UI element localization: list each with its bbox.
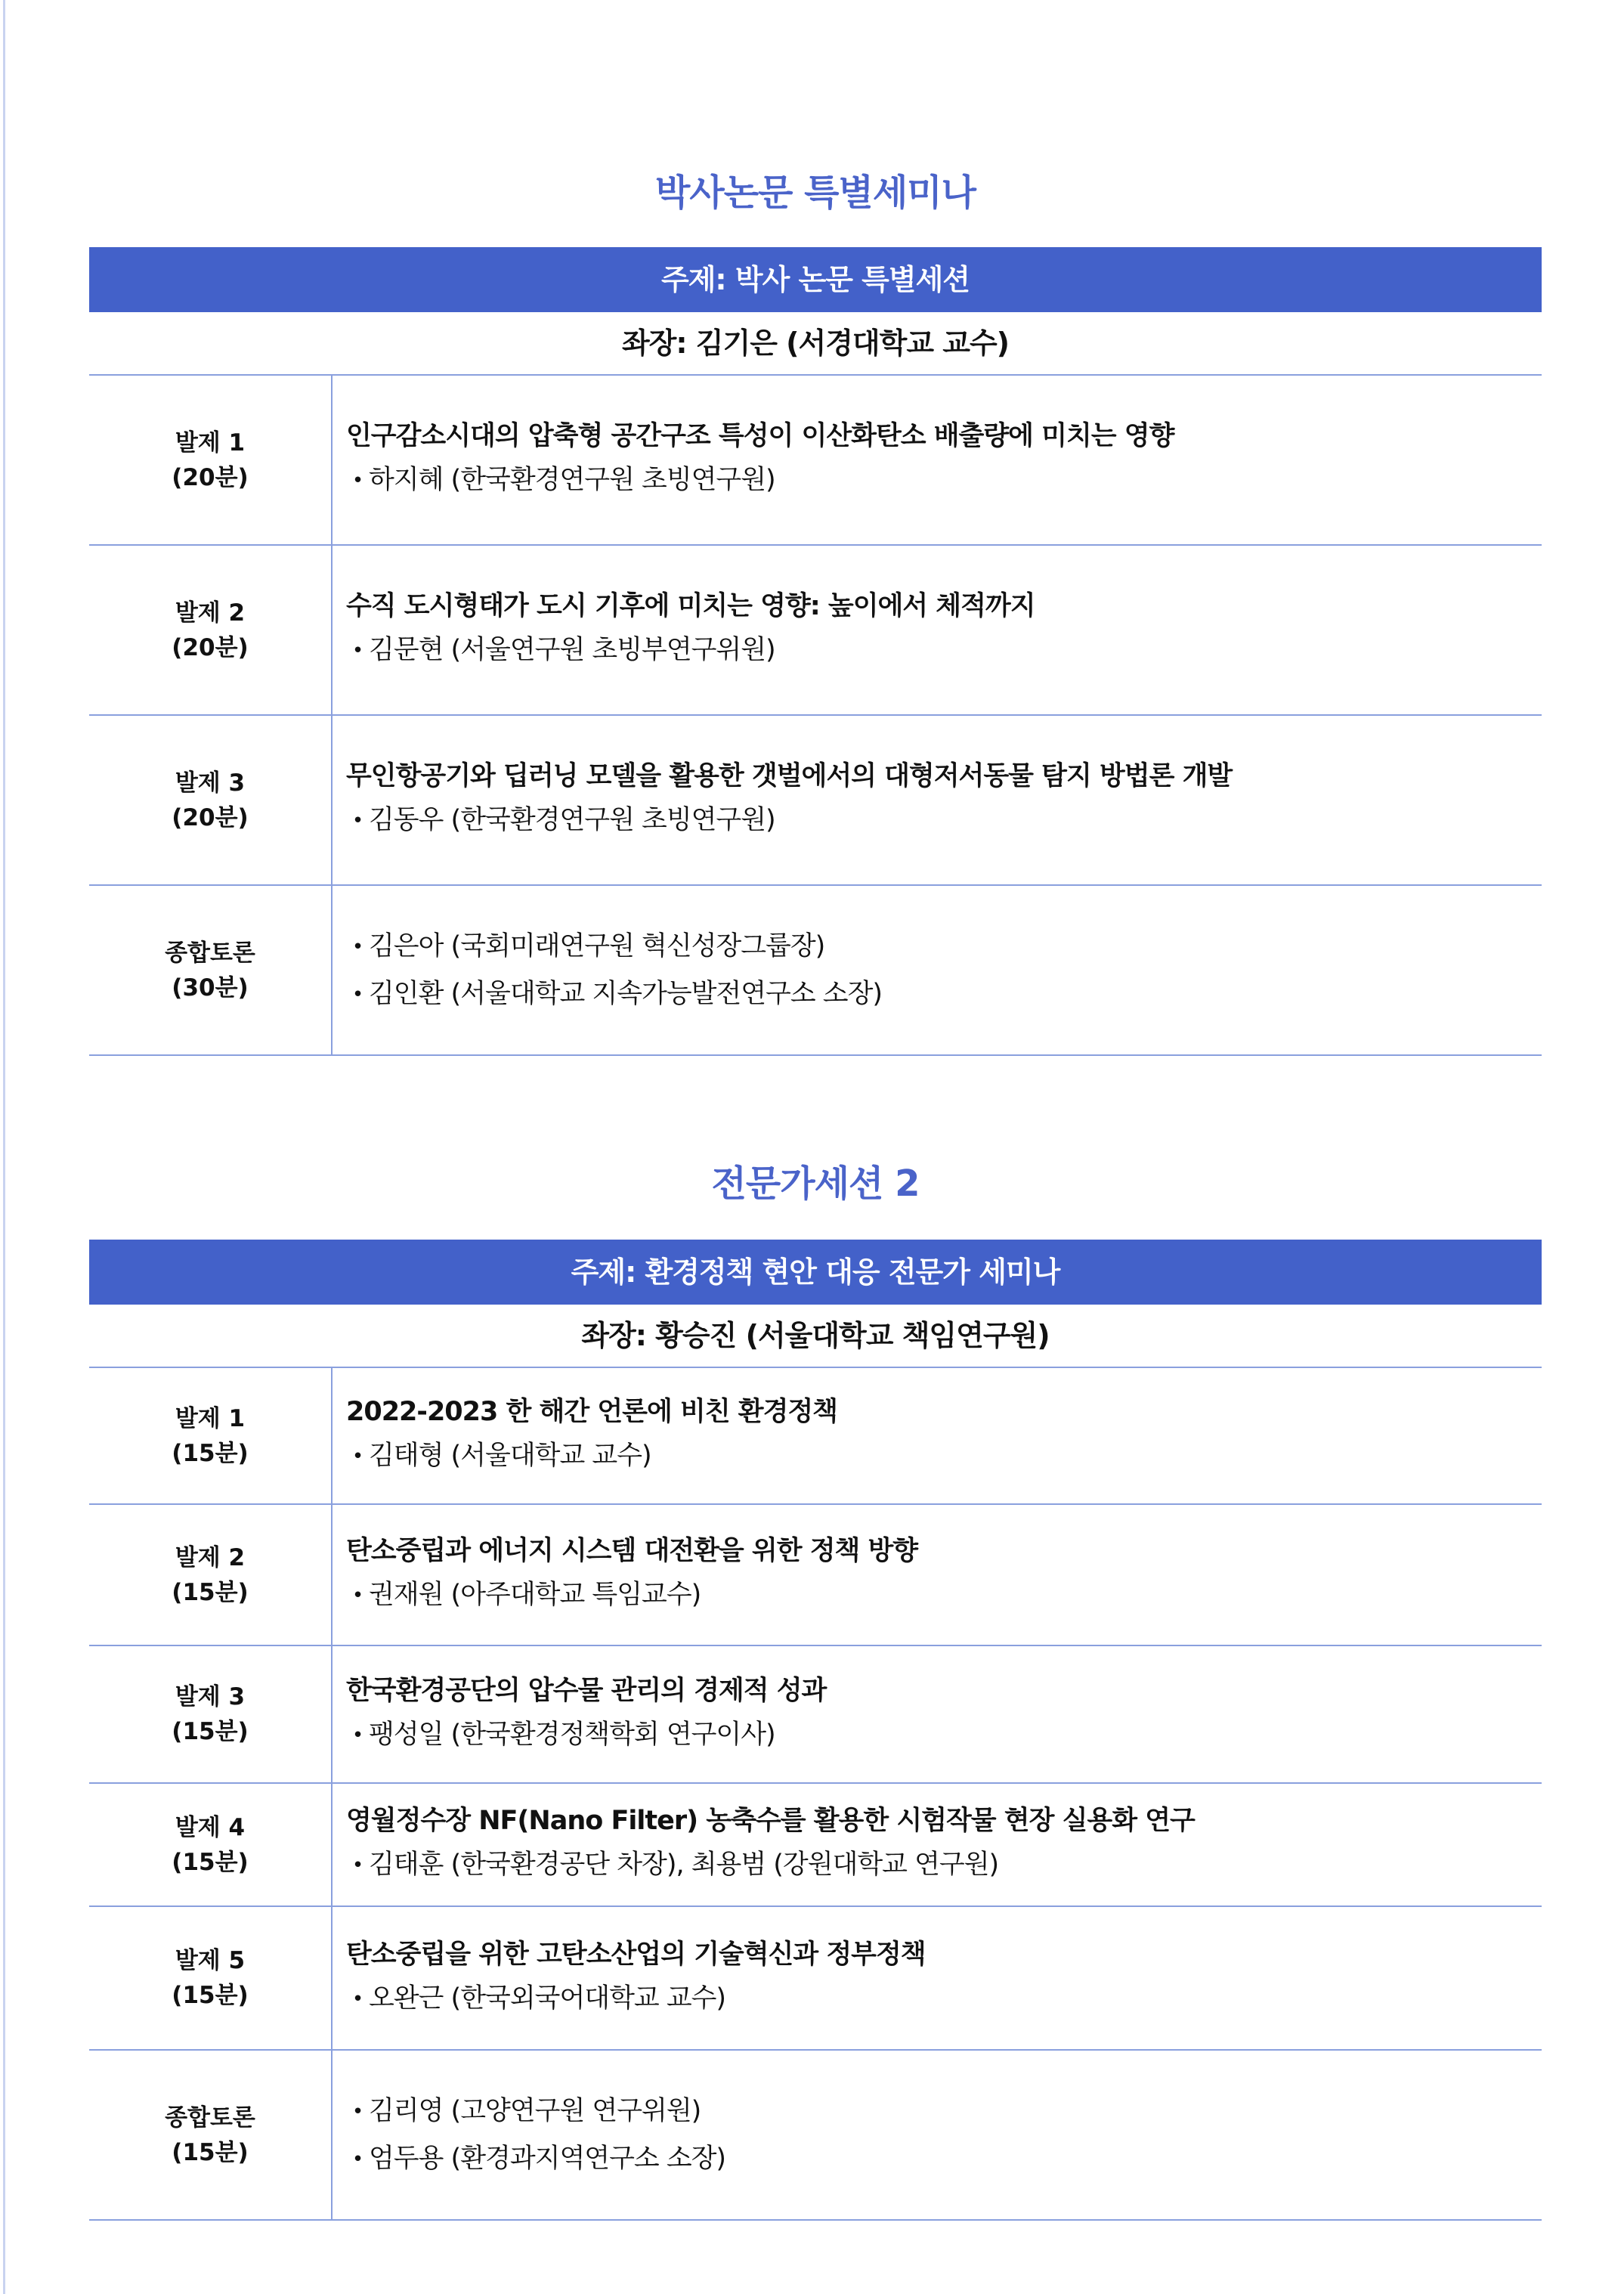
program-row xyxy=(89,1907,1542,2051)
duration-label: (30분) xyxy=(172,974,249,1001)
speaker-name: 김인환 (서울대학교 지속가능발전연구소 소장) xyxy=(369,978,883,1009)
duration-label: (15분) xyxy=(172,1439,249,1467)
program-row xyxy=(89,886,1542,1056)
bullet-icon: • xyxy=(351,1584,363,1607)
speaker-name: 김은아 (국회미래연구원 혁신성장그룹장) xyxy=(369,930,825,961)
row-body xyxy=(333,1505,1542,1645)
row-label xyxy=(89,716,333,884)
speaker-name: 엄두용 (환경과지역연구소 소장) xyxy=(369,2143,726,2174)
program-row xyxy=(89,1646,1542,1784)
row-body xyxy=(333,546,1542,714)
bullet-icon: • xyxy=(351,469,363,492)
bullet-icon: • xyxy=(351,1723,363,1747)
chair-row: 좌장: 김기은 (서경대학교 교수) xyxy=(89,312,1542,376)
chair-row: 좌장: 황승진 (서울대학교 책임연구원) xyxy=(89,1305,1542,1368)
discussion-label: 종합토론 xyxy=(165,2104,255,2131)
bullet-icon: • xyxy=(351,2147,363,2171)
presentation-label: 발제 2 xyxy=(175,1543,246,1571)
row-label xyxy=(89,546,333,714)
page-left-rule xyxy=(3,0,5,2294)
speaker xyxy=(346,1975,1534,2023)
row-body xyxy=(333,886,1542,1054)
presentation-label: 발제 4 xyxy=(175,1813,246,1841)
row-label xyxy=(89,376,333,544)
topic-bar: 주제: 환경정책 현안 대응 전문가 세미나 xyxy=(89,1240,1542,1305)
speaker xyxy=(346,457,1534,504)
talk-title: 한국환경공단의 압수물 관리의 경제적 성과 xyxy=(346,1675,827,1706)
duration-label: (15분) xyxy=(172,1982,249,2009)
discussion-label: 종합토론 xyxy=(165,939,255,967)
duration-label: (15분) xyxy=(172,1718,249,1745)
presentation-label: 발제 5 xyxy=(175,1947,246,1974)
speaker xyxy=(346,1711,1534,1759)
duration-label: (20분) xyxy=(172,803,249,831)
speaker-name: 김태형 (서울대학교 교수) xyxy=(369,1441,651,1471)
duration-label: (15분) xyxy=(172,1578,249,1606)
program-row xyxy=(89,1368,1542,1505)
talk-title: 영월정수장 NF(Nano Filter) 농축수를 활용한 시험작물 현장 실용화 연구 xyxy=(346,1806,1195,1836)
duration-label: (15분) xyxy=(172,2138,249,2166)
talk-title: 탄소중립을 위한 고탄소산업의 기술혁신과 정부정책 xyxy=(346,1939,926,1970)
duration-label: (20분) xyxy=(172,463,249,491)
session-1 xyxy=(89,170,1542,1056)
bullet-icon: • xyxy=(351,639,363,662)
duration-label: (15분) xyxy=(172,1848,249,1876)
row-body xyxy=(333,1368,1542,1503)
speaker-name: 김태훈 (한국환경공단 차장), 최용범 (강원대학교 연구원) xyxy=(369,1850,999,1880)
presentation-label: 발제 3 xyxy=(175,1683,246,1710)
bullet-icon: • xyxy=(351,983,363,1006)
session-title: 박사논문 특별세미나 xyxy=(654,172,976,214)
speaker xyxy=(346,1571,1534,1619)
speaker xyxy=(346,2088,1534,2135)
talk-title: 2022-2023 한 해간 언론에 비친 환경정책 xyxy=(346,1397,837,1427)
speaker xyxy=(346,627,1534,674)
program-row xyxy=(89,1505,1542,1646)
row-label xyxy=(89,1505,333,1645)
speaker xyxy=(346,971,1534,1018)
row-label xyxy=(89,1368,333,1503)
speaker xyxy=(346,2135,1534,2183)
row-label xyxy=(89,1784,333,1905)
bullet-icon: • xyxy=(351,2100,363,2123)
row-body xyxy=(333,2051,1542,2219)
row-body xyxy=(333,716,1542,884)
program-row xyxy=(89,1784,1542,1907)
bullet-icon: • xyxy=(351,1445,363,1468)
bullet-icon: • xyxy=(351,1987,363,2011)
row-body xyxy=(333,1646,1542,1782)
bullet-icon: • xyxy=(351,810,363,832)
row-label xyxy=(89,886,333,1054)
program-row xyxy=(89,2051,1542,2221)
row-body xyxy=(333,376,1542,544)
bullet-icon: • xyxy=(351,935,363,958)
speaker xyxy=(346,1841,1534,1889)
speaker-name: 하지혜 (한국환경연구원 초빙연구원) xyxy=(369,465,775,495)
program-row xyxy=(89,716,1542,886)
bullet-icon: • xyxy=(351,1854,363,1877)
row-body xyxy=(333,1784,1542,1905)
speaker xyxy=(346,923,1534,971)
speaker-name: 권재원 (아주대학교 특임교수) xyxy=(369,1580,701,1610)
row-label xyxy=(89,1907,333,2049)
presentation-label: 발제 3 xyxy=(175,769,246,797)
row-label xyxy=(89,2051,333,2219)
speaker-name: 김리영 (고양연구원 연구위원) xyxy=(369,2095,701,2126)
row-label xyxy=(89,1646,333,1782)
row-body xyxy=(333,1907,1542,2049)
talk-title: 인구감소시대의 압축형 공간구조 특성이 이산화탄소 배출량에 미치는 영향 xyxy=(346,421,1174,451)
session-title: 전문가세션 2 xyxy=(711,1162,920,1205)
speaker-name: 김동우 (한국환경연구원 초빙연구원) xyxy=(369,805,775,835)
session-2 xyxy=(89,1161,1542,2221)
duration-label: (20분) xyxy=(172,633,249,661)
topic-bar: 주제: 박사 논문 특별세션 xyxy=(89,247,1542,312)
speaker-name: 오완근 (한국외국어대학교 교수) xyxy=(369,1983,726,2014)
talk-title: 무인항공기와 딥러닝 모델을 활용한 갯벌에서의 대형저서동물 탐지 방법론 개발 xyxy=(346,761,1233,791)
speaker-name: 팽성일 (한국환경정책학회 연구이사) xyxy=(369,1719,775,1750)
talk-title: 수직 도시형태가 도시 기후에 미치는 영향: 높이에서 체적까지 xyxy=(346,591,1035,621)
speaker xyxy=(346,1432,1534,1480)
presentation-label: 발제 1 xyxy=(175,1404,246,1432)
speaker xyxy=(346,797,1534,844)
program-row xyxy=(89,376,1542,546)
presentation-label: 발제 2 xyxy=(175,599,246,627)
presentation-label: 발제 1 xyxy=(175,429,246,457)
program-row xyxy=(89,546,1542,716)
speaker-name: 김문현 (서울연구원 초빙부연구위원) xyxy=(369,635,775,665)
talk-title: 탄소중립과 에너지 시스템 대전환을 위한 정책 방향 xyxy=(346,1536,918,1566)
